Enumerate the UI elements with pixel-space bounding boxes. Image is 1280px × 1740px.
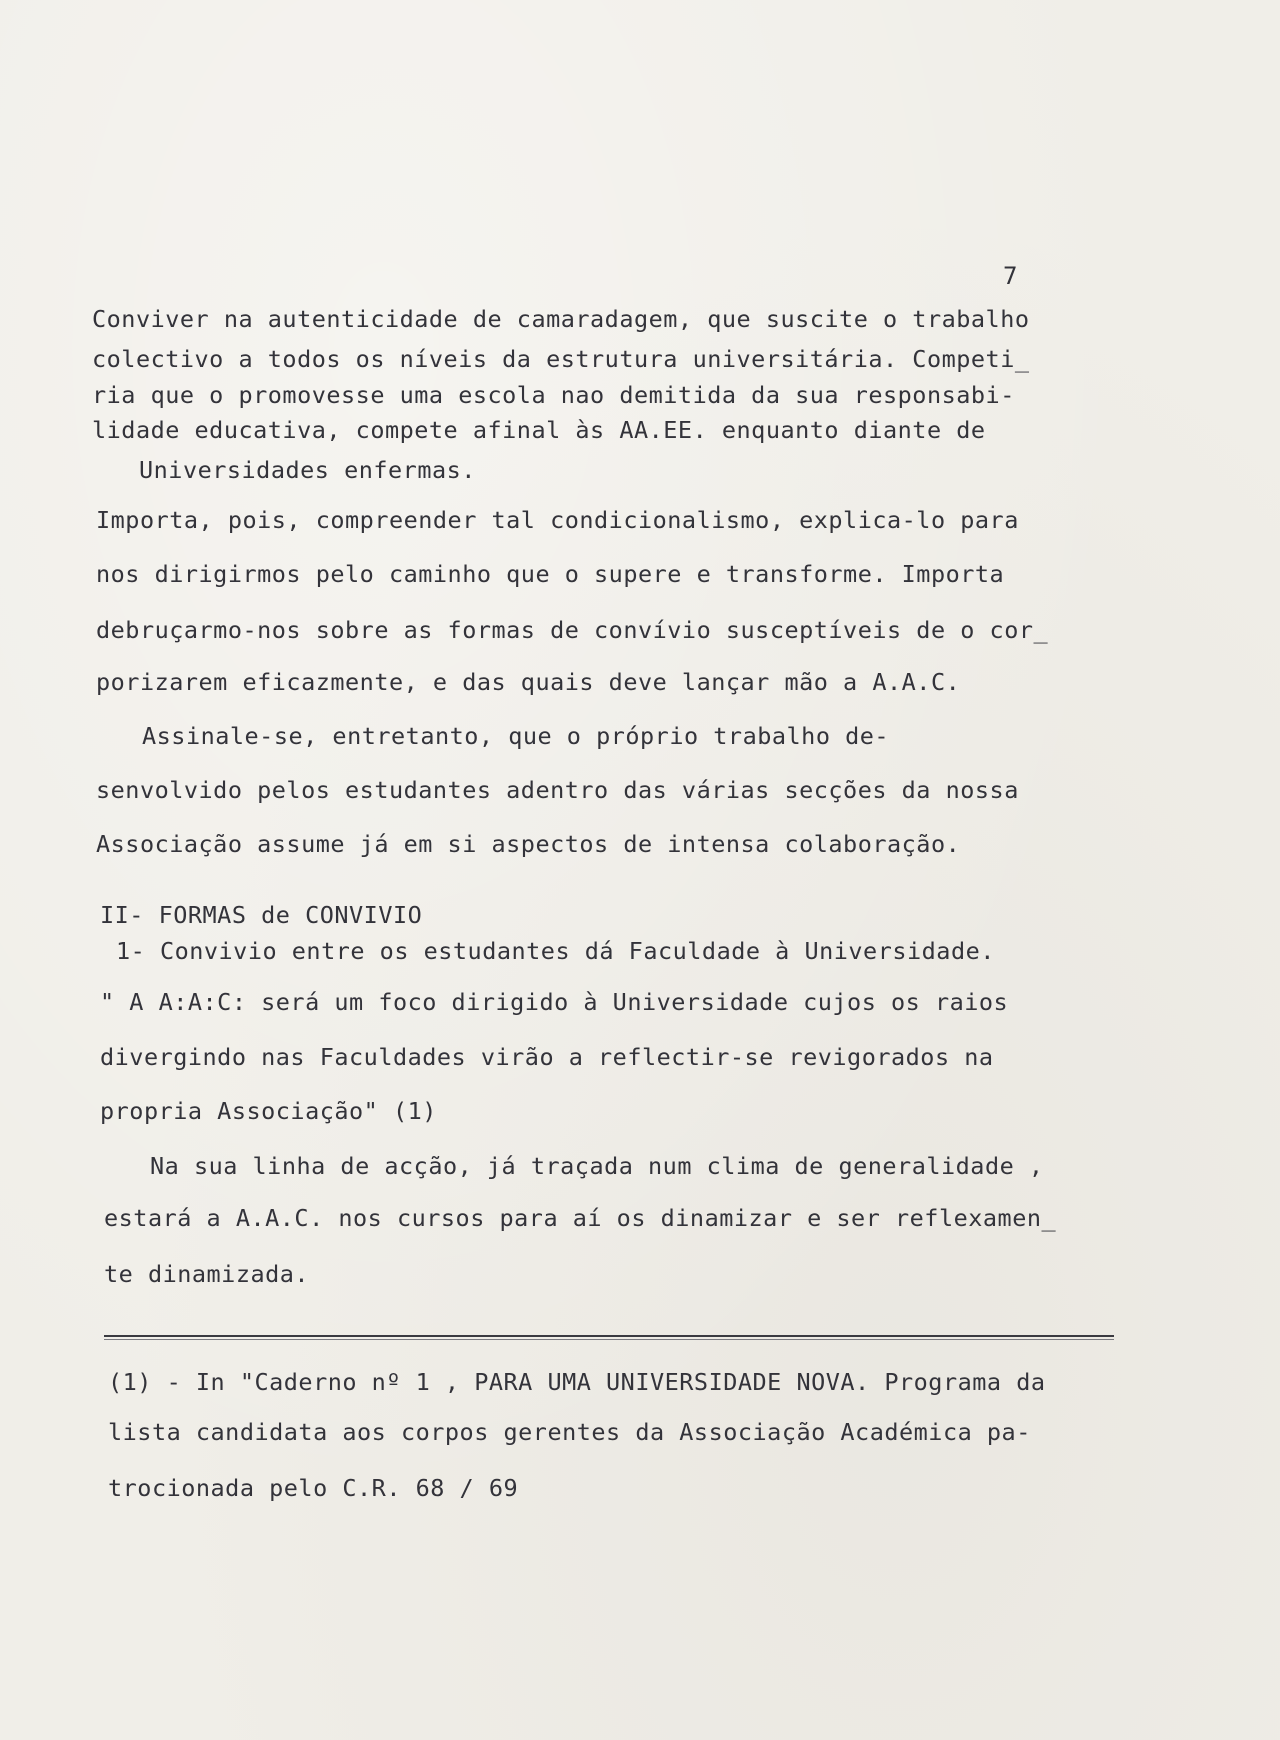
section-heading: II- FORMAS de CONVIVIO (100, 901, 423, 929)
body-line: colectivo a todos os níveis da estrutura universitária. Competi_ (92, 345, 1030, 373)
footnote-line: (1) - In "Caderno nº 1 , PARA UMA UNIVERSIDADE NOVA. Programa da (108, 1368, 1046, 1396)
body-line: senvolvido pelos estudantes adentro das várias secções da nossa (96, 776, 1019, 804)
body-line: porizarem eficazmente, e das quais deve lançar mão a A.A.C. (96, 668, 961, 696)
body-line: ria que o promovesse uma escola nao demitida da sua responsabi- (92, 381, 1015, 409)
footnote-divider (104, 1335, 1114, 1337)
body-line: Associação assume já em si aspectos de intensa colaboração. (96, 830, 961, 858)
body-line: estará a A.A.C. nos cursos para aí os dinamizar e ser reflexamen_ (104, 1204, 1057, 1232)
subsection-heading: 1- Convivio entre os estudantes dá Faculdade à Universidade. (116, 937, 995, 965)
footnote-divider-shadow (104, 1339, 1114, 1340)
body-line: nos dirigirmos pelo caminho que o supere e transforme. Importa (96, 560, 1005, 588)
footnote-line: lista candidata aos corpos gerentes da Associação Académica pa- (108, 1418, 1031, 1446)
footnote-line: trocionada pelo C.R. 68 / 69 (108, 1474, 519, 1502)
body-line: lidade educativa, compete afinal às AA.EE. enquanto diante de (92, 416, 986, 444)
quote-line: divergindo nas Faculdades virão a reflectir-se revigorados na (100, 1043, 994, 1071)
page-number: 7 (1003, 262, 1018, 290)
body-line: te dinamizada. (104, 1260, 310, 1288)
body-line: debruçarmo-nos sobre as formas de convívio susceptíveis de o cor_ (96, 616, 1049, 644)
quote-line: " A A:A:C: será um foco dirigido à Universidade cujos os raios (100, 988, 1009, 1016)
body-line: Conviver na autenticidade de camaradagem, que suscite o trabalho (92, 305, 1030, 333)
body-line: Na sua linha de acção, já traçada num clima de generalidade , (150, 1152, 1044, 1180)
quote-line: propria Associação" (1) (100, 1097, 437, 1125)
body-line: Importa, pois, compreender tal condicionalismo, explica-lo para (96, 506, 1019, 534)
body-line: Universidades enfermas. (139, 456, 476, 484)
body-line: Assinale-se, entretanto, que o próprio trabalho de- (142, 722, 890, 750)
